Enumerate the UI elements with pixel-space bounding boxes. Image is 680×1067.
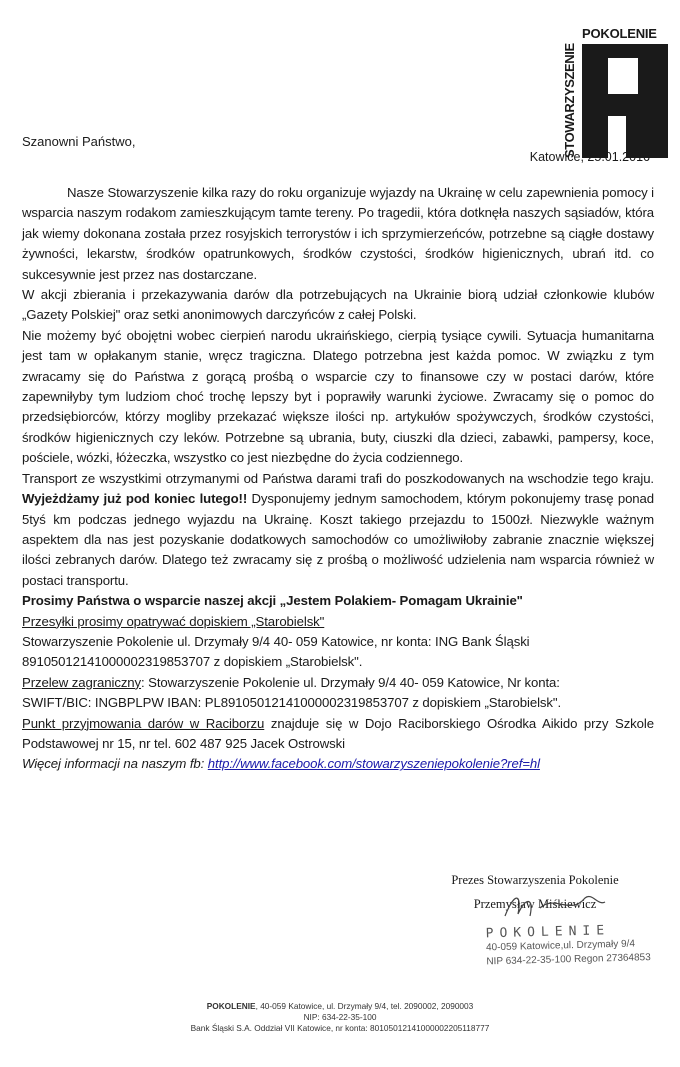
logo-top-text: POKOLENIE [582, 26, 657, 41]
foreign-transfer-line-1 [22, 673, 654, 693]
foreign-transfer-label: Przelew zagraniczny [22, 674, 142, 690]
footer-address: , 40-059 Katowice, ul. Drzymały 9/4, tel. 2090002, 2090003 [255, 1001, 474, 1011]
letterhead-footer [0, 1001, 680, 1034]
greeting: Szanowni Państwo, [22, 134, 136, 149]
letter-body [22, 183, 654, 775]
foreign-transfer-text: : Stowarzyszenie Pokolenie ul. Drzymały 9/4 40- 059 Katowice, Nr konta: [141, 674, 560, 690]
footer-line-1 [0, 1001, 680, 1012]
pickup-point [22, 714, 654, 755]
facebook-label: Więcej informacji na naszym fb: [22, 756, 205, 772]
paragraph-clubs: W akcji zbierania i przekazywania darów dla potrzebujących na Ukrainie biorą udział członkowie klubów „Gazety Polskiej" oraz setki anonimowych darczyńców z całej Polski. [22, 287, 654, 323]
footer-bank: Bank Śląski S.A. Oddział VII Katowice, nr konta: 80105012141000002205118777 [190, 1023, 490, 1033]
action-appeal: Prosimy Państwa o wsparcie naszej akcji „Jestem Polakiem- Pomagam Ukrainie" [22, 593, 523, 609]
account-line-2: 89105012141000002319853707 z dopiskiem „Starobielsk". [22, 654, 363, 670]
facebook-info [22, 754, 654, 774]
transport-details: Dysponujemy jednym samochodem, którym pokonujemy trasę ponad 5tyś km podczas jednego wyjazdu na Ukrainę. Koszt takiego przejazdu to 1500zł. Niezwykle ważnym aspektem dla nas jest pozyskanie dodatkowych samochodów co umożliwiłoby zabranie znacznie większej ilości zebranych darów. Dlatego też zwracamy się z prośbą o możliwość udzielenia nam wsparcia również w postaci transportu. [22, 491, 655, 588]
footer-org-name: POKOLENIE [206, 1001, 256, 1011]
pickup-text: znajduje się w Dojo Raciborskiego Ośrodka Aikido przy Szkole Podstawowej nr 15, nr tel. 602 487 925 Jacek Ostrowski [22, 715, 654, 751]
departure-notice: Wyjeżdżamy już pod koniec lutego!! [22, 491, 248, 507]
account-line-1: Stowarzyszenie Pokolenie ul. Drzymały 9/4 40- 059 Katowice, nr konta: ING Bank Śląski [22, 633, 530, 649]
logo-vertical-text: STOWARZYSZENIE [562, 43, 577, 158]
company-stamp [485, 922, 666, 970]
facebook-link[interactable]: http://www.facebook.com/stowarzyszeniepokolenie?ref=hl [207, 756, 540, 772]
logo [562, 24, 670, 162]
stamp-address: 40-059 Katowice,ul. Drzymały 9/4 [485, 938, 636, 954]
footer-nip: NIP: 634-22-35-100 [303, 1012, 377, 1022]
paragraph-transport [22, 469, 654, 591]
pickup-label: Punkt przyjmowania darów w Raciborzu [22, 715, 265, 731]
shipping-note: Przesyłki prosimy opatrywać dopiskiem „Starobielsk" [22, 613, 325, 629]
handwritten-signature [500, 886, 610, 926]
paragraph-intro: Nasze Stowarzyszenie kilka razy do roku organizuje wyjazdy na Ukrainę w celu zapewnienia pomocy i wsparcia naszym rodakom zamieszkującym tamte tereny. Po tragedii, która dotknęła naszych sąsiadów, która jak wiemy dokonana została przez rosyjskich terrorystów i ich sprzymierzeńców, potrzebne są ciągłe dostawy żywności, lekarstw, środków opatrunkowych, środków czystości, środków higienicznych, ubrań itd. co sukcesywnie jest przez nas dostarczane. [22, 185, 654, 282]
stamp-name: POKOLENIE [485, 923, 611, 942]
signature-name: Przemysław Miśkiewicz [473, 897, 597, 911]
stamp-ids: NIP 634-22-35-100 Regon 27364853 [486, 952, 651, 968]
signature-title: Prezes Stowarzyszenia Pokolenie [451, 873, 619, 887]
transport-text: Transport ze wszystkimi otrzymanymi od Państwa darami trafi do poszkodowanych na wschodzie tego kraju. [22, 470, 654, 486]
foreign-transfer-line-2: SWIFT/BIC: INGBPLPW IBAN: PL89105012141000002319853707 z dopiskiem „Starobielsk". [22, 695, 562, 711]
letter-date: Katowice, 25.01.2016 [529, 150, 650, 164]
paragraph-appeal: Nie możemy być obojętni wobec cierpień narodu ukraińskiego, cierpią tysiące cywili. Sytuacja humanitarna jest tam w opłakanym stanie, wręcz tragiczna. Dlatego potrzebna jest każda pomoc. W związku z tym zwracamy się do Państwa z gorącą prośbą o wsparcie czy to finansowe czy w postaci darów, które zapewniłyby tym ludziom choć trochę lepszy byt i poprawiły warunki życiowe. Zwracamy się o pomoc do przedsiębiorców, którzy mogliby przekazać większe ilości np. artykułów spożywczych, środków czystości, środków higienicznych czy leków. Potrzebne są ubrania, buty, ciuszki dla dzieci, zabawki, pampersy, koce, pościele, wózki, łóżeczka, wszystko co jest niezbędne do życia codziennego. [22, 327, 654, 466]
logo-p-mark [582, 44, 668, 158]
